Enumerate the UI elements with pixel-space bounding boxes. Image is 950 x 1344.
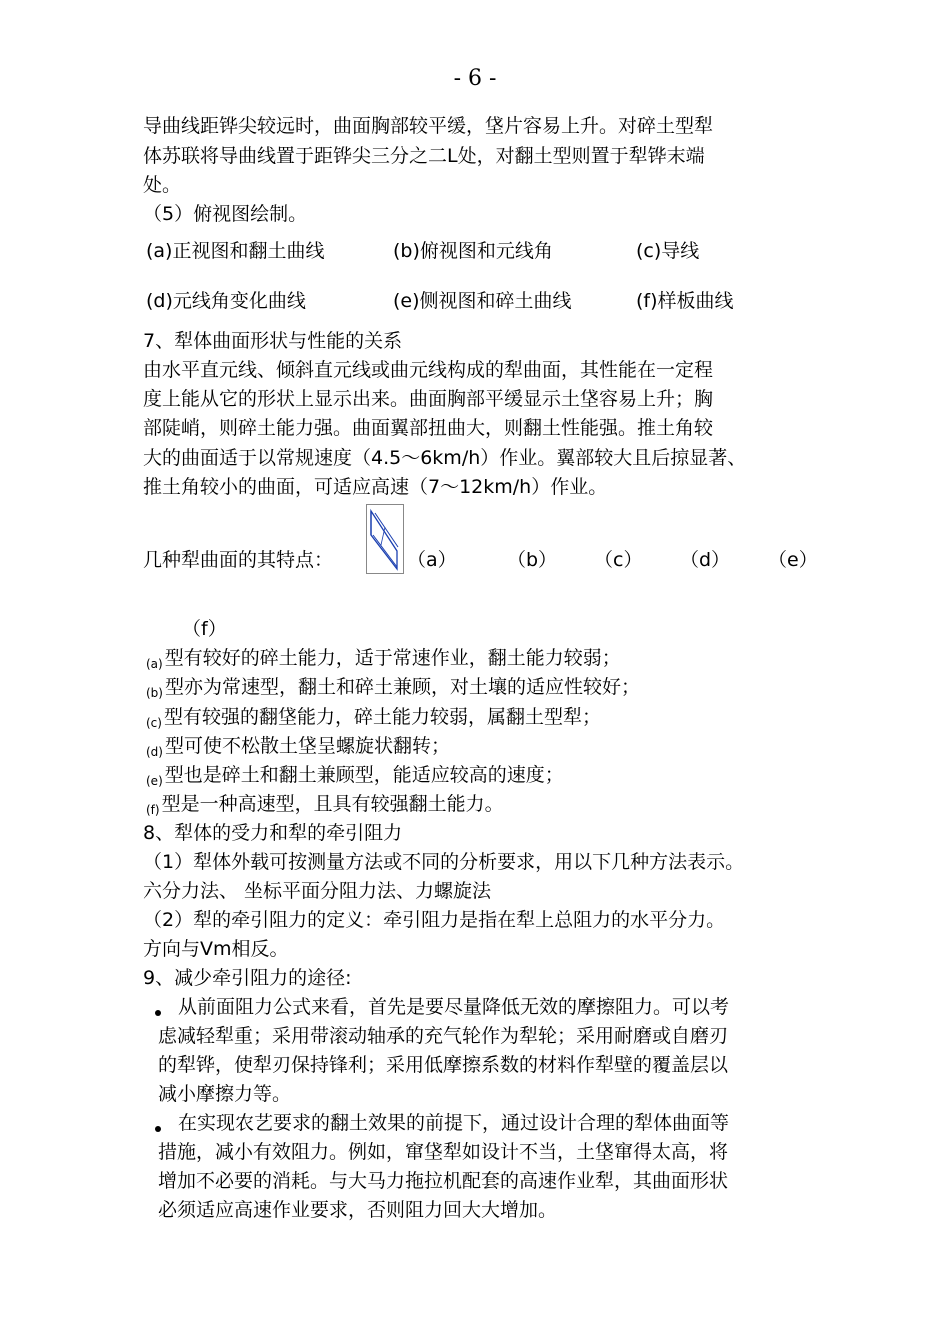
type-label-d: （d） bbox=[680, 549, 731, 571]
paragraph-line: 六分力法、 坐标平面分阻力法、力螺旋法 bbox=[143, 880, 492, 902]
type-text: 型也是碎土和翻土兼顾型，能适应较高的速度； bbox=[164, 764, 564, 786]
bullet-line: 减小摩擦力等。 bbox=[158, 1083, 292, 1105]
page-number: - 6 - bbox=[453, 66, 497, 91]
figure-caption-b: (b)俯视图和元线角 bbox=[393, 240, 553, 262]
bullet-line: 必须适应高速作业要求，否则阻力回大大增加。 bbox=[158, 1199, 558, 1221]
intro-line: 导曲线距铧尖较远时，曲面胸部较平缓，垡片容易上升。对碎土型犁 bbox=[143, 115, 714, 137]
type-description bbox=[146, 733, 450, 761]
paragraph-line: 推土角较小的曲面，可适应高速（7～12km/h）作业。 bbox=[143, 476, 608, 498]
bullet-line: 增加不必要的消耗。与大马力拖拉机配套的高速作业犁，其曲面形状 bbox=[158, 1170, 729, 1192]
paragraph-line: 大的曲面适于以常规速度（4.5～6km/h）作业。翼部较大且后掠显著、 bbox=[143, 447, 747, 469]
bullet-line: 措施，减小有效阻力。例如，窜垡犁如设计不当，土垡窜得太高，将 bbox=[158, 1141, 729, 1163]
type-tag: (b) bbox=[146, 686, 163, 700]
paragraph-line: （1）犁体外载可按测量方法或不同的分析要求，用以下几种方法表示。 bbox=[143, 851, 745, 873]
bullet-dot bbox=[155, 1010, 161, 1016]
figure-caption-a: (a)正视图和翻土曲线 bbox=[146, 240, 325, 262]
type-tag: (f) bbox=[146, 803, 160, 817]
types-intro: 几种犁曲面的其特点： bbox=[143, 549, 334, 571]
type-description bbox=[146, 674, 640, 702]
type-text: 型有较好的碎土能力，适于常速作业，翻土能力较弱； bbox=[164, 647, 621, 669]
type-tag: (c) bbox=[146, 716, 162, 730]
paragraph-line: 方向与Vm相反。 bbox=[143, 938, 289, 960]
bullet-line: 在实现农艺要求的翻土效果的前提下，通过设计合理的犁体曲面等 bbox=[178, 1112, 730, 1134]
figure-caption-f: (f)样板曲线 bbox=[636, 290, 734, 312]
figure-caption-d: (d)元线角变化曲线 bbox=[146, 290, 306, 312]
type-description bbox=[146, 704, 601, 732]
paragraph-line: 由水平直元线、倾斜直元线或曲元线构成的犁曲面，其性能在一定程 bbox=[143, 359, 714, 381]
step-heading: （5）俯视图绘制。 bbox=[143, 203, 308, 225]
type-tag: (a) bbox=[146, 657, 163, 671]
type-tag: (e) bbox=[146, 774, 163, 788]
intro-line: 体苏联将导曲线置于距铧尖三分之二L处，对翻土型则置于犁铧末端 bbox=[143, 145, 705, 167]
bullet-line: 从前面阻力公式来看，首先是要尽量降低无效的摩擦阻力。可以考 bbox=[178, 996, 730, 1018]
figure-caption-e: (e)侧视图和碎土曲线 bbox=[393, 290, 572, 312]
figure-caption-c: (c)导线 bbox=[636, 240, 700, 262]
bullet-line: 虑减轻犁重；采用带滚动轴承的充气轮作为犁轮；采用耐磨或自磨刃 bbox=[158, 1025, 729, 1047]
type-tag: (d) bbox=[146, 745, 163, 759]
paragraph-line: 度上能从它的形状上显示出来。曲面胸部平缓显示土垡容易上升；胸 bbox=[143, 388, 714, 410]
type-text: 型是一种高速型，且具有较强翻土能力。 bbox=[161, 793, 504, 815]
type-description bbox=[146, 645, 621, 673]
plow-surface-figure bbox=[367, 505, 403, 573]
section-heading: 9、减少牵引阻力的途径: bbox=[143, 967, 352, 989]
paragraph-line: 部陡峭，则碎土能力强。曲面翼部扭曲大，则翻土性能强。推土角较 bbox=[143, 417, 714, 439]
plow-surface-thumbnail bbox=[366, 504, 404, 574]
paragraph-line: （2）犁的牵引阻力的定义：牵引阻力是指在犁上总阻力的水平分力。 bbox=[143, 909, 726, 931]
type-label-a: （a） bbox=[407, 549, 457, 571]
bullet-dot bbox=[155, 1126, 161, 1132]
type-text: 型有较强的翻垡能力，碎土能力较弱，属翻土型犁； bbox=[163, 706, 601, 728]
type-label-f: （f） bbox=[182, 618, 227, 640]
type-text: 型可使不松散土垡呈螺旋状翻转； bbox=[164, 735, 450, 757]
type-label-c: （c） bbox=[594, 549, 643, 571]
section-heading: 8、犁体的受力和犁的牵引阻力 bbox=[143, 822, 403, 844]
type-description bbox=[146, 791, 504, 819]
type-description bbox=[146, 762, 564, 790]
type-text: 型亦为常速型，翻土和碎土兼顾，对土壤的适应性较好； bbox=[164, 676, 640, 698]
type-label-b: （b） bbox=[507, 549, 558, 571]
bullet-line: 的犁铧，使犁刃保持锋利；采用低摩擦系数的材料作犁壁的覆盖层以 bbox=[158, 1054, 729, 1076]
section-heading: 7、犁体曲面形状与性能的关系 bbox=[143, 330, 403, 352]
type-label-e: （e） bbox=[768, 549, 818, 571]
intro-line: 处。 bbox=[143, 174, 182, 196]
